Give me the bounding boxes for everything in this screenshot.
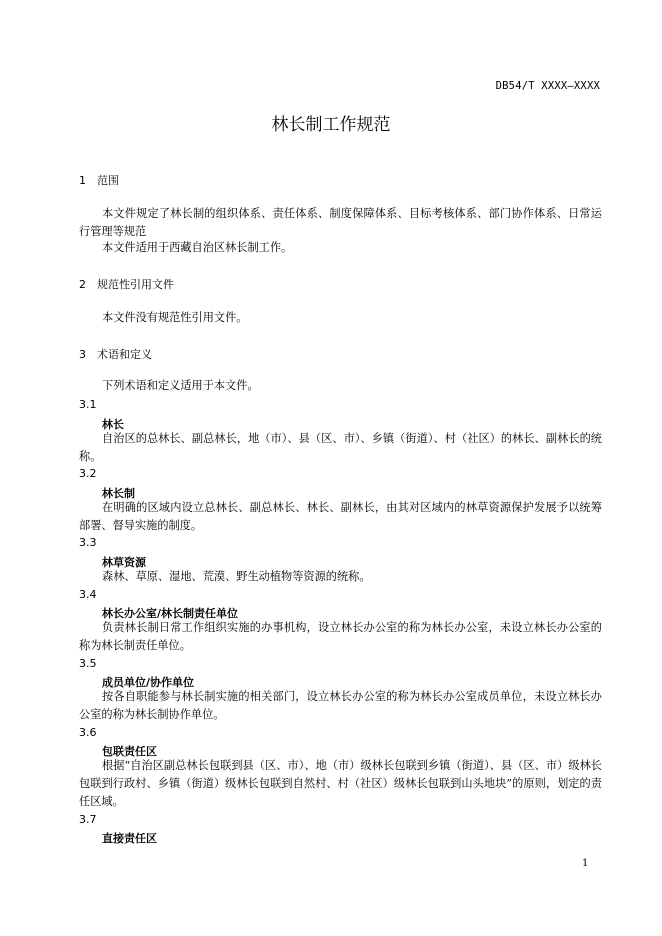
term-number: 3.4 (79, 588, 97, 601)
term-number: 3.6 (79, 726, 97, 739)
term-definition: 森林、草原、湿地、荒漠、野生动植物等资源的统称。 (102, 570, 371, 583)
section-heading-1 (79, 172, 119, 188)
term-name: 林长制 (102, 487, 135, 500)
section-heading-3 (79, 346, 152, 362)
paragraph: 本文件规定了林长制的组织体系、责任体系、制度保障体系、目标考核体系、部门协作体系、日常运行管理等规范 (79, 207, 602, 238)
term-name: 林长 (102, 418, 124, 431)
term-definition: 自治区的总林长、副总林长，地（市）、县（区、市）、乡镇（街道）、村（社区）的林长、副林长的统称。 (79, 432, 602, 463)
term-definition: 根据“自治区副总林长包联到县（区、市）、地（市）级林长包联到乡镇（街道）、县（区、市）级林长包联到行政村、乡镇（街道）级林长包联到自然村、村（社区）级林长包联到山头地块”的原则，划定的责任区域。 (79, 759, 602, 808)
paragraph: 下列术语和定义适用于本文件。 (102, 379, 259, 392)
term-definition: 在明确的区域内设立总林长、副总林长、林长、副林长，由其对区域内的林草资源保护发展予以统筹部署、督导实施的制度。 (79, 501, 602, 532)
section-number: 3 (79, 348, 86, 361)
term-name: 包联责任区 (102, 745, 157, 758)
term-number: 3.7 (79, 813, 97, 826)
section-title: 规范性引用文件 (97, 278, 174, 291)
term-definition: 负责林长制日常工作组织实施的办事机构，设立林长办公室的称为林长办公室，未设立林长办公室的称为林长制责任单位。 (79, 621, 602, 652)
section-number: 2 (79, 278, 86, 291)
term-name: 林草资源 (102, 556, 146, 569)
document-code: DB54/T XXXX—XXXX (495, 80, 600, 92)
term-number: 3.5 (79, 657, 97, 670)
term-name: 成员单位/协作单位 (102, 676, 195, 689)
page-number: 1 (582, 858, 589, 869)
paragraph: 本文件适用于西藏自治区林长制工作。 (102, 241, 293, 254)
section-heading-2 (79, 276, 174, 292)
section-number: 1 (79, 174, 86, 187)
section-title: 术语和定义 (97, 348, 152, 361)
term-name: 直接责任区 (102, 832, 157, 845)
term-number: 3.2 (79, 467, 97, 480)
term-number: 3.1 (79, 398, 97, 411)
document-title: 林长制工作规范 (271, 115, 391, 135)
term-name: 林长办公室/林长制责任单位 (102, 607, 239, 620)
section-title: 范围 (97, 174, 119, 187)
term-number: 3.3 (79, 536, 97, 549)
paragraph: 本文件没有规范性引用文件。 (102, 311, 248, 324)
term-definition: 按各自职能参与林长制实施的相关部门，设立林长办公室的称为林长办公室成员单位，未设立林长办公室的称为林长制协作单位。 (79, 690, 602, 721)
